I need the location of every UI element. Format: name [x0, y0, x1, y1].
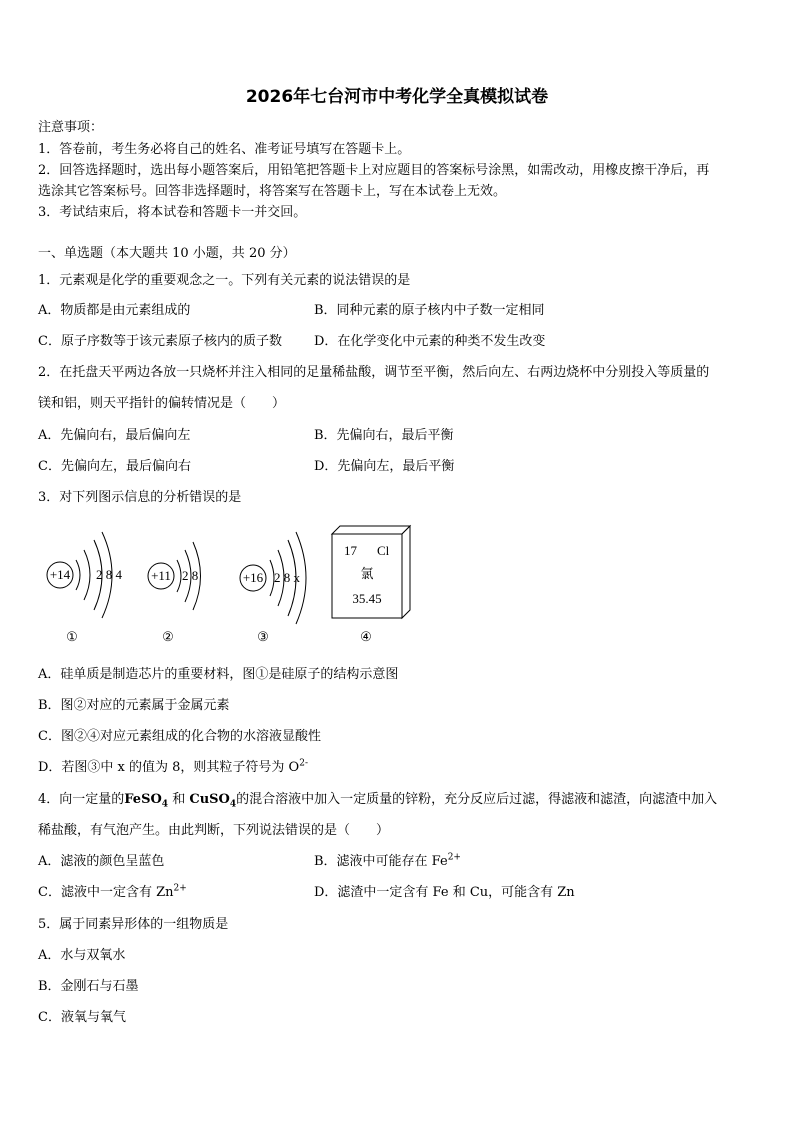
q1-option-a: A．物质都是由元素组成的 [38, 303, 191, 318]
page-title: 2026年七台河市中考化学全真模拟试卷 [245, 87, 549, 107]
question-4-stem: 4．向一定量的FeSO$_4$ 和 CuSO$_4$的混合溶液中加入一定质量的锌粉，充分反应后过滤，得滤液和滤渣，向滤渣中加入 [38, 792, 718, 810]
atom-1-label: ① [66, 629, 78, 644]
question-2-stem: 2．在托盘天平两边各放一只烧杯并注入相同的足量稀盐酸，调节至平衡，然后向左、右两边烧杯中分别投入等质量的 [38, 365, 710, 380]
element-card [332, 526, 410, 644]
q5-option-a: A．水与双氧水 [38, 948, 126, 963]
q5-option-b: B．金刚石与石墨 [38, 979, 139, 994]
q2-option-c: C．先偏向左，最后偏向右 [38, 459, 191, 474]
q4-option-d: D．滤渣中一定含有 Fe 和 Cu，可能含有 Zn [314, 885, 575, 900]
question-5-stem: 5．属于同素异形体的一组物质是 [38, 917, 229, 932]
atom-1-nucleus: +14 [49, 567, 71, 582]
notice-item: 1．答卷前，考生务必将自己的姓名、准考证号填写在答题卡上。 [38, 142, 411, 157]
q3-option-c: C．图②④对应元素组成的化合物的水溶液显酸性 [38, 729, 321, 744]
q3-option-d: D．若图③中 x 的值为 8，则其粒子符号为 $O^{2-}$ [38, 758, 308, 775]
element-number: 17 [344, 543, 357, 558]
element-mass: 35.45 [352, 591, 382, 606]
q4-option-a: A．滤液的颜色呈蓝色 [38, 854, 165, 869]
notice-item: 选涂其它答案标号。回答非选择题时，将答案写在答题卡上，写在本试卷上无效。 [38, 184, 507, 199]
atom-3-label: ③ [257, 629, 269, 644]
q4-option-b: B．滤液中可能存在 $Fe^{2+}$ [314, 852, 461, 869]
q1-option-d: D．在化学变化中元素的种类不发生改变 [314, 334, 546, 349]
atom-3-nucleus: +16 [242, 570, 264, 585]
question-1-stem: 1．元素观是化学的重要观念之一。下列有关元素的说法错误的是 [38, 273, 411, 288]
q2-option-d: D．先偏向左，最后平衡 [314, 459, 455, 474]
atom-2-shells: 2 8 [182, 568, 199, 583]
atom-1-shells: 2 8 4 [96, 567, 122, 582]
atom-structure-diagram [38, 522, 438, 650]
element-symbol: Cl [377, 543, 390, 558]
q1-option-c: C．原子序数等于该元素原子核内的质子数 [38, 334, 282, 349]
atom-diagram-1 [47, 532, 123, 644]
section-heading: 一、单选题（本大题共 10 小题，共 20 分） [38, 246, 296, 261]
q3-option-b: B．图②对应的元素属于金属元素 [38, 698, 230, 713]
atom-2-nucleus: +11 [151, 568, 171, 583]
question-2-stem-cont: 镁和铝，则天平指针的偏转情况是（ ） [38, 396, 286, 411]
q2-option-b: B．先偏向右，最后平衡 [314, 428, 454, 443]
notice-item: 3．考试结束后，将本试卷和答题卡一并交回。 [38, 205, 307, 220]
atom-3-shells: 2 8 x [274, 570, 300, 585]
q2-option-a: A．先偏向右，最后偏向左 [38, 428, 191, 443]
atom-2-label: ② [162, 629, 174, 644]
notice-heading: 注意事项： [38, 120, 104, 135]
atom-diagram-2 [148, 542, 201, 644]
question-3-stem: 3．对下列图示信息的分析错误的是 [38, 490, 242, 505]
q1-option-b: B．同种元素的原子核内中子数一定相同 [314, 303, 545, 318]
notice-item: 2．回答选择题时，选出每小题答案后，用铅笔把答题卡上对应题目的答案标号涂黑，如需改动，用橡皮擦干净后，再 [38, 163, 710, 178]
element-card-label: ④ [360, 629, 372, 644]
q3-option-a: A．硅单质是制造芯片的重要材料，图①是硅原子的结构示意图 [38, 667, 399, 682]
element-name: 氯 [360, 566, 374, 581]
q5-option-c: C．液氧与氧气 [38, 1010, 126, 1025]
q4-option-c: C．滤液中一定含有 $Zn^{2+}$ [38, 883, 187, 900]
question-4-stem-cont: 稀盐酸，有气泡产生。由此判断，下列说法错误的是（ ） [38, 823, 390, 838]
atom-diagram-3 [240, 532, 306, 644]
